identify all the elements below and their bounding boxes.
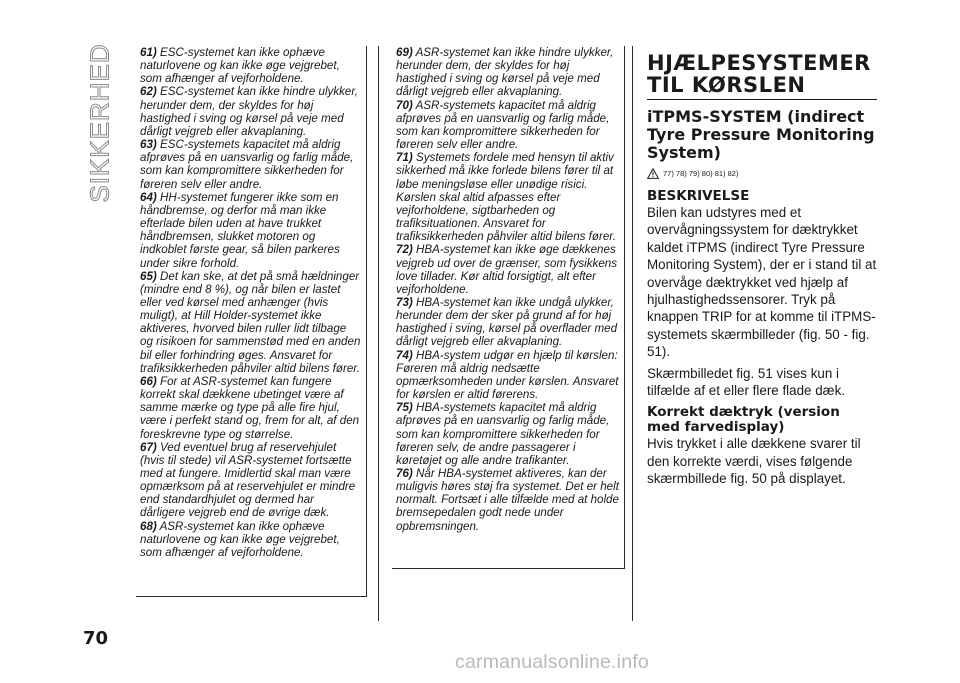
warnings-column-1 [136,46,367,597]
note-text: ESC-systemet kan ikke ophæve naturlovene og kan ikke øge vejgrebet, som afhænger af vejforholdene. [140,46,340,86]
note-number: 71) [396,151,413,165]
note-text: Systemets fordele med hensyn til aktiv sikkerhed må ikke forlede bilens fører til at løbe meningsløse eller unødige risici. Kørslen skal altid afpasses efter vejforholdene, sigtbarheden og trafiksituationen. Ansvaret for trafiksikkerheden påhviler altid bilens fører. [396,151,616,244]
warning-note [396,467,620,533]
column-divider [632,46,633,621]
warning-note [140,138,362,191]
note-text: ASR-systemet kan ikke ophæve naturlovene og kan ikke øge vejgrebet, som afhænger af vejforholdene. [140,519,340,559]
note-text: Det kan ske, at det på små hældninger (mindre end 8 %), og når bilen er lastet eller ved kørsel med anhænger (hvis muligt), at Hill Holder-systemet ikke aktiveres, hvorved bilen ruller lidt tilbage og risikoen for sammenstød med en anden bil eller forhindring øges. Ansvaret for trafiksikkerheden påhviler altid bilens fører. [140,269,361,375]
chapter-side-label [84,43,116,203]
note-text: HH-systemet fungerer ikke som en håndbremse, og derfor må man ikke efterlade bilen uden at have trukket håndbremsen, slukket motoren og indkoblet første gear, så bilen parkeres under sikre forhold. [140,190,340,270]
warning-note [396,151,620,243]
warning-note [396,243,620,296]
heading-rule [647,99,877,100]
warning-note [140,375,362,441]
warning-note [396,349,620,402]
note-number: 62) [140,85,157,99]
warning-note [140,191,362,270]
description-paragraph: Skærmbilledet fig. 51 vises kun i tilfælde af et eller flere flade dæk. [647,365,845,399]
note-number: 61) [140,46,157,59]
chapter-side-label-text: SIKKERHED [84,43,115,203]
note-text: Ved eventuel brug af reservehjulet (hvis til stede) vil ASR-systemet fortsætte med at fungere. Imidlertid skal man være opmærksom på at reservehjulet er mindre end standardhjulet og dermed har dårligere vejgreb end de øvrige dæk. [140,440,356,520]
note-number: 76) [396,467,413,480]
description-paragraph: Bilen kan udstyres med et overvågningssystem for dæktrykket kaldet iTPMS (indirect Tyre Pressure Monitoring System), der er i stand til at overvåge dæktrykket ved hjælp af hjulhastighedssensorer. Tryk på knappen TRIP for at komme til iTPMS-systemets skærmbilleder (fig. 50 - fig. 51). [647,205,877,360]
reference-numbers: 77) 78) 79) 80) 81) 82) [663,169,739,178]
pressure-section-title: Korrekt dæktryk (version med farvedisplay) [647,404,840,436]
column-divider [378,46,379,621]
note-number: 68) [140,519,157,533]
note-number: 66) [140,374,157,388]
note-number: 72) [396,243,413,257]
warning-note [396,99,620,152]
description-title: BESKRIVELSE [647,188,750,204]
note-text: ESC-systemets kapacitet må aldrig afprøves på en uansvarlig og farlig måde, som kan kompromittere sikkerheden for føreren selv eller andre. [140,138,354,191]
note-text: HBA-systemets kapacitet må aldrig afprøves på en uansvarlig og farlig måde, som kan kompromittere sikkerheden for føreren selv, de andre passagerer i køretøjet og alle andre trafikanter. [396,401,610,467]
note-text: ASR-systemet kan ikke hindre ulykker, herunder dem, der skyldes for høj hastighed i sving og kørsel på veje med dårligt vejgreb eller akvaplaning. [396,46,614,99]
note-text: HBA-systemet kan ikke undgå ulykker, herunder dem der sker på grund af for høj hastighed i sving, kørsel på overflader med dårligt vejgreb eller akvaplaning. [396,295,618,349]
warning-note [140,85,362,138]
note-number: 64) [140,190,157,204]
note-text: Når HBA-systemet aktiveres, kan der muligvis høres støj fra systemet. Det er helt normalt. Fortsæt i alle tilfælde med at holde bremsepedalen godt nede under opbremsningen. [396,467,619,533]
note-text: HBA-systemet kan ikke øge dækkenes vejgreb ud over de grænser, som fysikkens love tillader. Kør altid forsigtigt, alt efter vejforholdene. [396,243,618,296]
note-number: 74) [396,348,413,362]
note-number: 75) [396,401,413,415]
note-text: ASR-systemets kapacitet må aldrig afprøves på en uansvarlig og farlig måde, som kan kompromittere sikkerheden for føreren selv eller andre. [396,98,610,152]
warning-note [396,401,620,467]
warning-note [140,441,362,520]
pressure-paragraph: Hvis trykket i alle dækkene svarer til den korrekte værdi, vises følgende skærmbillede fig. 50 på displayet. [647,436,861,487]
watermark: carmanualsonline.info [455,651,649,673]
subsection-heading: iTPMS-SYSTEM (indirect Tyre Pressure Monitoring System) [647,107,875,162]
warning-references [647,168,877,179]
note-number: 70) [396,98,413,112]
warning-note [140,520,362,559]
page-number: 70 [83,628,109,649]
warning-note [396,46,620,99]
warning-note [140,270,362,375]
warning-triangle-icon [647,168,659,179]
warning-note [396,296,620,349]
warnings-column-2 [392,46,625,569]
warning-note [140,46,362,85]
section-heading: HJÆLPESYSTEMER TIL KØRSLEN [647,51,871,97]
main-content-column [647,52,877,488]
note-number: 67) [140,440,157,454]
note-text: HBA-system udgør en hjælp til kørslen: Føreren må aldrig nedsætte opmærksomheden under kørslen. Ansvaret for kørslen er altid førerens. [396,348,619,402]
note-text: ESC-systemet kan ikke hindre ulykker, herunder dem, der skyldes for høj hastighed i sving og kørsel på veje med dårligt vejgreb eller akvaplaning. [140,85,358,138]
note-number: 65) [140,269,157,283]
note-number: 73) [396,295,413,309]
note-number: 69) [396,46,413,59]
note-number: 63) [140,138,157,152]
note-text: For at ASR-systemet kan fungere korrekt skal dækkene ubetinget være af samme mærke og type på alle fire hjul, være i perfekt stand og, frem for alt, af den foreskrevne type og størrelse. [140,374,360,441]
